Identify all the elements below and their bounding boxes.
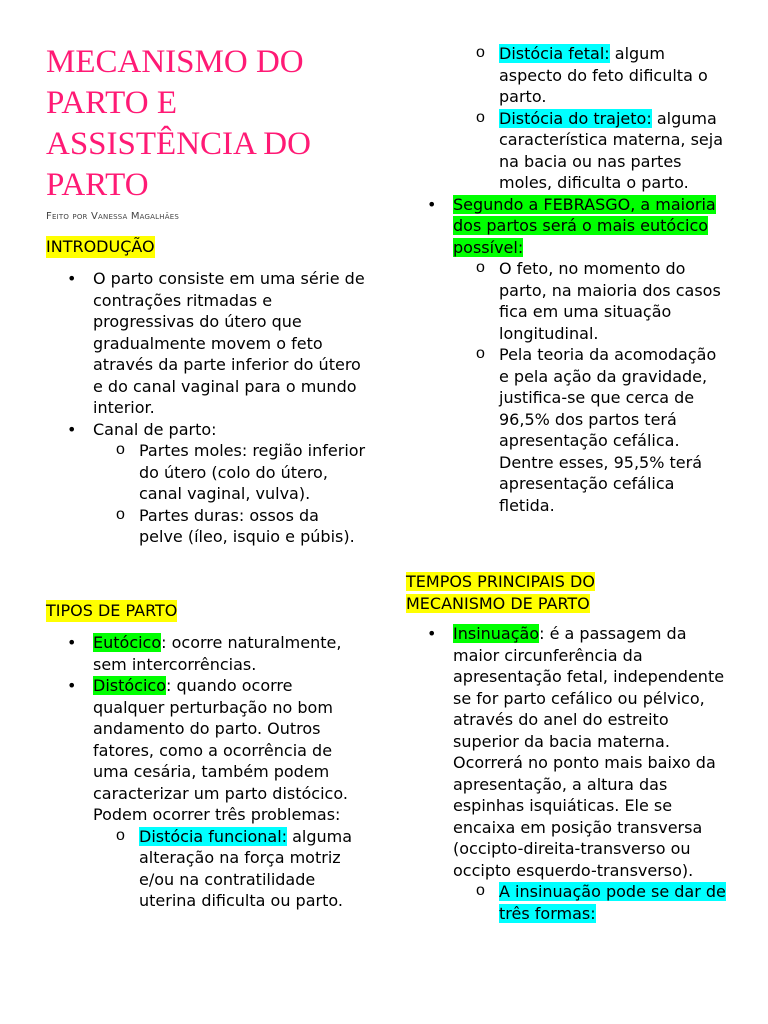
heading-tempos-principais: TEMPOS PRINCIPAIS DO MECANISMO DE PARTO [406,572,595,613]
term-distocia-trajeto: Distócia do trajeto: [499,108,652,128]
tipos-list-continued [406,43,728,516]
list-item-text: Canal de parto: [93,419,217,439]
bullet-disc: • [427,624,437,643]
list-item [46,268,366,419]
list-item-text: O parto consiste em uma série de contrações ritmadas e progressivas do útero que gradualmente movem o feto através da parte inferior do útero e do canal vaginal para o mundo interior. [93,269,365,417]
list-item [46,419,366,441]
term-distocia-fetal: Distócia fetal: [499,44,610,63]
list-item-text: : ocorre naturalmente, sem intercorrências. [93,633,342,674]
bullet-circle: o [116,505,125,523]
bullet-disc: • [67,633,77,652]
bullet-circle: o [476,882,485,899]
list-item-text: : quando ocorre qualquer perturbação no bom andamento do parto. Outros fatores, como a ocorrência de uma cesária, também podem caracterizar um parto distócico. Podem ocorrer três problemas: [93,676,348,824]
list-item-text: alguma característica materna, seja na bacia ou nas partes moles, dificulta o parto. [499,108,724,192]
bullet-circle: o [476,259,485,276]
febrasgo-statement: Segundo a FEBRASGO, a maioria dos partos será o mais eutócico possível: [453,194,716,257]
term-eutocico: Eutócico [93,633,162,652]
heading-introducao: INTRODUÇÃO [46,237,155,256]
list-item-text: Pela teoria da acomodação e pela ação da gravidade, justifica-se que cerca de 96,5% dos partos terá apresentação cefálica. Dentre esses, 95,5% terá apresentação cefálica fletida. [499,345,717,515]
list-subitem [406,258,728,344]
list-item-text: Partes duras: ossos da pelve (íleo, isquio e púbis). [139,505,355,546]
list-subitem [46,826,366,912]
list-subitem [46,505,366,548]
page-title: MECANISMO DO PARTO E ASSISTÊNCIA DO PARTO [46,44,311,203]
author-byline: Feito por Vanessa Magalhães [46,211,179,222]
term-distocico: Distócico [93,676,166,695]
bullet-disc: • [427,194,437,214]
list-item [46,675,366,826]
list-item [406,623,728,881]
tempos-list [406,623,728,924]
list-subitem [406,108,728,194]
tipos-list [46,632,366,912]
list-item-text: Partes moles: região inferior do útero (colo do útero, canal vaginal, vulva). [139,441,366,503]
bullet-circle: o [476,108,485,126]
list-item-text: : é a passagem da maior circunferência da apresentação fetal, independente se for parto cefálico ou pélvico, através do anel do estreito superior da bacia materna. Ocorrerá no ponto mais baixo da apresentação, a altura das espinhas isquiáticas. Ele se encaixa em posição transversa (occipto-direita-transverso ou occipto esquerdo-transverso). [453,624,725,880]
heading-tipos-de-parto: TIPOS DE PARTO [46,601,178,620]
list-item [406,194,728,259]
list-item-text: algum aspecto do feto dificulta o parto. [499,44,708,106]
list-subitem [406,43,728,108]
list-item-text: O feto, no momento do parto, na maioria dos casos fica em uma situação longitudinal. [499,259,721,343]
intro-list [46,268,366,548]
list-item [46,632,366,675]
bullet-disc: • [67,676,77,695]
list-subitem [406,881,728,924]
bullet-circle: o [116,441,125,458]
term-distocia-funcional: Distócia funcional: [139,826,288,846]
term-insinuacao: Insinuação [453,624,540,643]
bullet-circle: o [476,345,485,362]
bullet-disc: • [67,269,77,288]
bullet-circle: o [476,44,485,61]
list-subitem [46,440,366,505]
bullet-circle: o [116,826,125,844]
bullet-disc: • [67,419,77,439]
list-subitem [406,344,728,516]
list-item-text: alguma alteração na força motriz e/ou na contratilidade uterina dificulta ou parto. [139,826,353,910]
insinuacao-formas: A insinuação pode se dar de três formas: [499,882,726,923]
